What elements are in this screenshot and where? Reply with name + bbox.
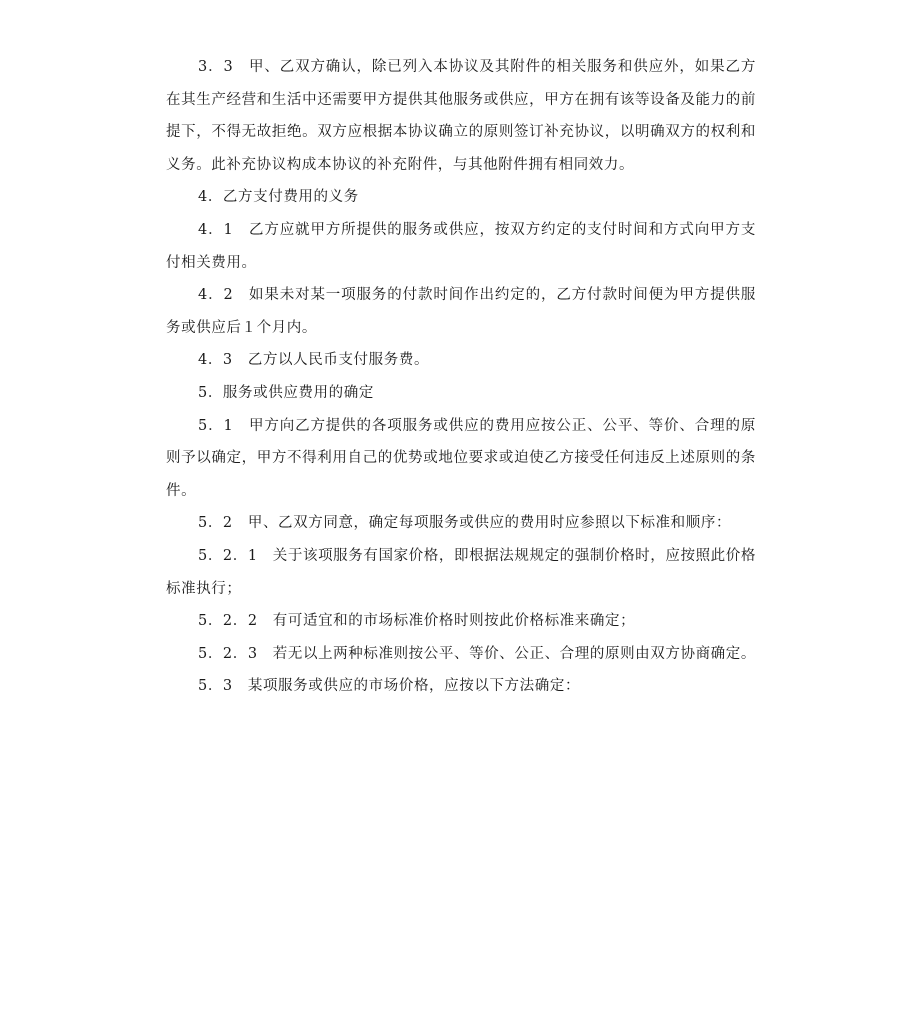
heading-5: 5．服务或供应费用的确定 [198, 384, 374, 401]
paragraph-5-2: 5．2 甲、乙双方同意，确定每项服务或供应的费用时应参照以下标准和顺序： [198, 515, 732, 532]
paragraph-5-1: 5．1 甲方向乙方提供的各项服务或供应的费用应按公正、公平、等价、合理的原则予以确定，甲方不得利用自己的优势或地位要求或迫使乙方接受任何违反上述原则的条件。 [166, 417, 756, 499]
paragraph-5-2-3: 5．2．3 若无以上两种标准则按公平、等价、公正、合理的原则由双方协商确定。 [198, 645, 756, 662]
paragraph-4-2: 4．2 如果未对某一项服务的付款时间作出约定的，乙方付款时间便为甲方提供服务或供应后１个月内。 [166, 287, 756, 336]
paragraph-3-3: 3．3 甲、乙双方确认，除已列入本协议及其附件的相关服务和供应外，如果乙方在其生产经营和生活中还需要甲方提供其他服务或供应，甲方在拥有该等设备及能力的前提下，不得无故拒绝。双方应根据本协议确立的原则签订补充协议，以明确双方的权利和义务。此补充协议构成本协议的补充附件，与其他附件拥有相同效力。 [166, 59, 756, 173]
paragraph-5-3: 5．3 某项服务或供应的市场价格，应按以下方法确定： [198, 678, 581, 695]
paragraph-4-3: 4．3 乙方以人民币支付服务费。 [198, 352, 430, 369]
paragraph-5-2-1: 5．2．1 关于该项服务有国家价格，即根据法规规定的强制价格时，应按照此价格标准执行； [166, 547, 756, 597]
paragraph-4-1: 4．1 乙方应就甲方所提供的服务或供应，按双方约定的支付时间和方式向甲方支付相关费用。 [166, 221, 756, 271]
document-page [166, 51, 756, 703]
heading-4: 4．乙方支付费用的义务 [198, 189, 359, 206]
paragraph-5-2-2: 5．2．2 有可适宜和的市场标准价格时则按此价格标准来确定； [198, 613, 636, 630]
